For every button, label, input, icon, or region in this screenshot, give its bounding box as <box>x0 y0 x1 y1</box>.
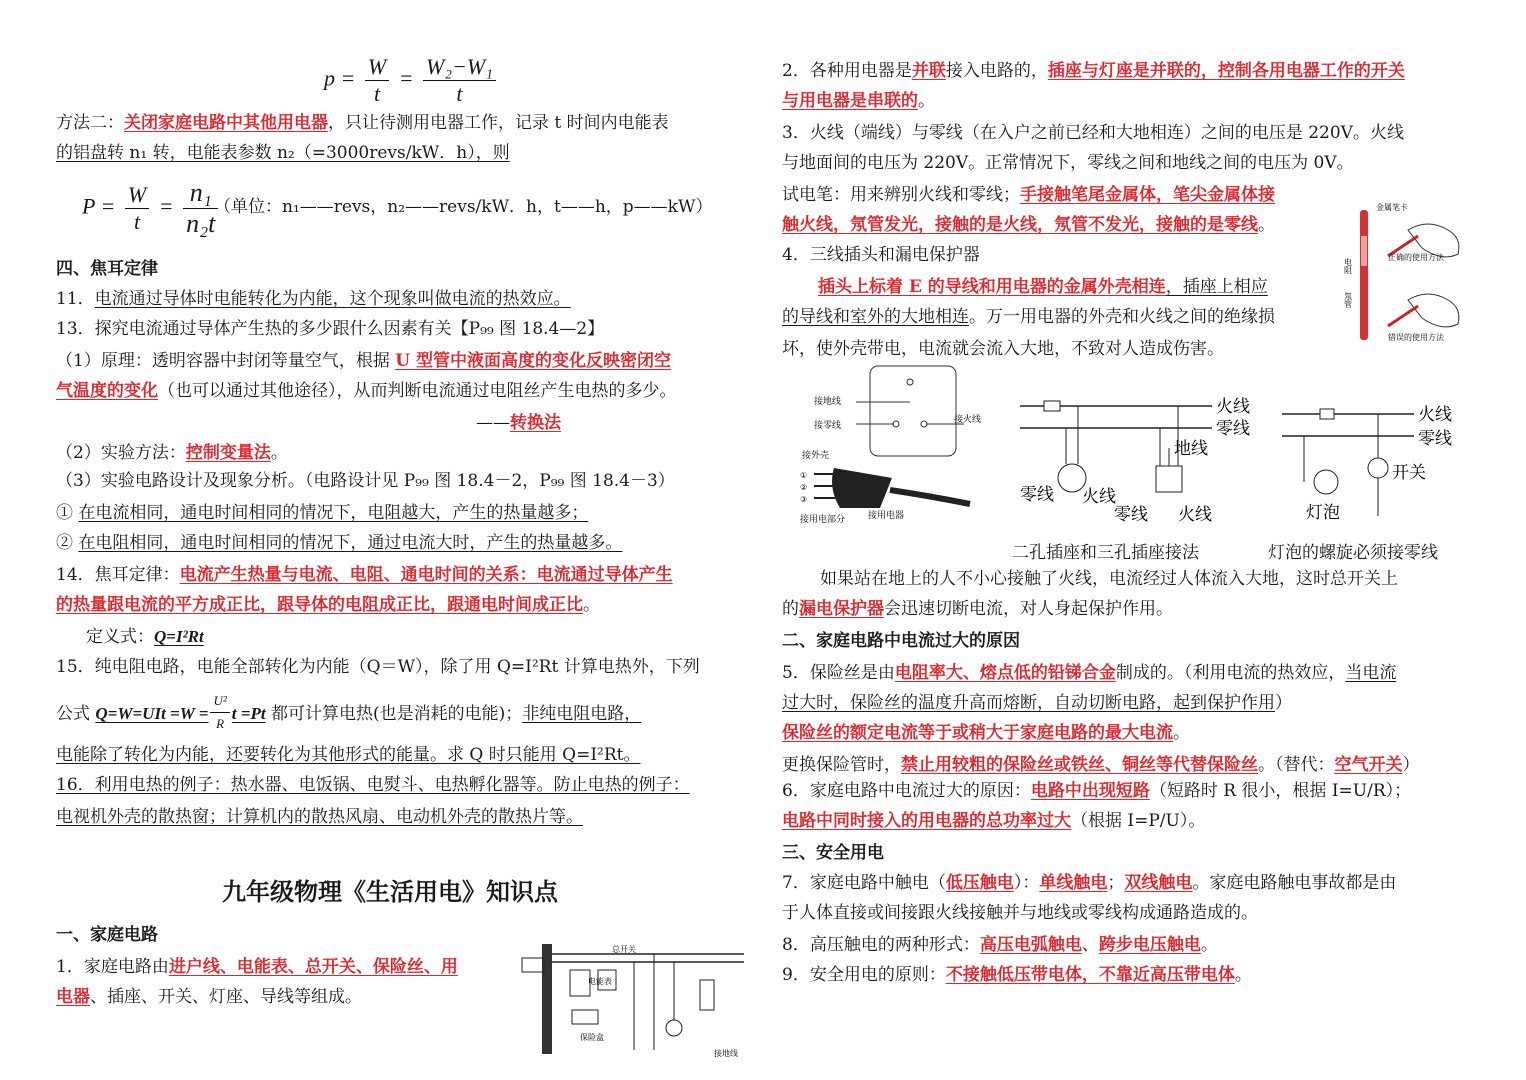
item-1-line2 <box>56 986 362 1008</box>
fuse <box>1044 401 1060 411</box>
fuse-red: 禁止用较粗的保险丝或铁丝、铜丝等代替保险丝 <box>901 755 1258 775</box>
three-hole-socket <box>1156 466 1182 492</box>
item-6-red: 电路中出现短路 <box>1030 781 1150 801</box>
fuse-red2: 空气开关 <box>1334 755 1403 775</box>
section-overcurrent-title: 二、家庭电路中电流过大的原因 <box>782 631 1020 651</box>
ground-label: 地线 <box>1174 439 1208 459</box>
shell-label: 接外壳 <box>802 451 830 461</box>
item-9-red: 不接触低压带电体，不靠近高压带电体 <box>945 965 1235 985</box>
frac-den: R <box>216 716 225 731</box>
paren: ） <box>1402 755 1420 775</box>
bulb-caption: 灯泡的螺旋必须接零线 <box>1268 543 1438 563</box>
item-13-1-prefix: （1）原理：透明容器中封闭等量空气，根据 <box>56 351 396 371</box>
socket-panel <box>870 366 956 456</box>
right-way-label: 正确的使用方法 <box>1388 253 1444 262</box>
item-2-red2: 插座与灯座是并联的，控制各用电器工作的开关 <box>1047 61 1405 81</box>
item-14-red2: 的热量跟电流的平方成正比，跟导体的电阻成正比，跟通电时间成正比 <box>56 595 583 615</box>
test-pen-red2: 触火线，氖管发光，接触的是火线，氖管不发光，接触的是零线 <box>782 215 1258 235</box>
entry-insulator <box>522 958 544 972</box>
live-label: 火线 <box>1418 405 1452 425</box>
item-6-end: （根据 I=P/U）。 <box>1071 811 1206 831</box>
item-5-red2: 保险丝的额定电流等于或稍大于家庭电路的最大电流 <box>782 723 1173 743</box>
part-label: 接用电部分 <box>800 515 846 525</box>
power-formula-P: P = $\frac{W}{t}$ = $\frac{\text{n₁}}{\text{n₂t}}$ <box>82 178 222 239</box>
item-16-line2: 电视机外壳的散热窗；计算机内的散热风扇、电动机外壳的散热片等。 <box>56 807 583 827</box>
item-2-mid: 接入电路的， <box>945 61 1048 81</box>
item-4-line1 <box>818 276 1268 298</box>
item-15-rest2: 非纯电阻电路， <box>522 704 642 724</box>
dash: —— <box>476 413 510 433</box>
leakage-line1: 如果站在地上的人不小心接触了火线，电流经过人体流入大地，这时总开关上 <box>820 569 1398 589</box>
meter-box <box>570 970 590 996</box>
item-13-1-red2: 气温度的变化 <box>56 381 158 401</box>
neutral-label-3: 零线 <box>1114 505 1148 525</box>
socket-hole <box>907 379 913 385</box>
formula-eq: = <box>340 65 356 91</box>
frac-den: t <box>134 209 141 234</box>
item-7-mid: ）： <box>1013 873 1040 893</box>
main-switch-label: 总开关 <box>612 945 636 954</box>
item-9 <box>782 964 1252 986</box>
pin-2-label: ② <box>800 483 808 492</box>
item-4-line3: 坏，使外壳带电，电流就会流入大地，不致对人造成伤害。 <box>782 339 1224 359</box>
item-13-1-line2 <box>56 380 677 402</box>
item-6-line1 <box>782 780 1411 802</box>
pin-1-label: ① <box>800 471 808 480</box>
item-5-line3 <box>782 722 1190 744</box>
item-7-red: 低压触电 <box>945 873 1014 893</box>
item-4-rest: ，插座上相应 <box>1165 277 1268 297</box>
item-1-red2: 电器 <box>56 987 90 1007</box>
test-pen-line1 <box>782 184 1275 206</box>
test-pen-red: 手接触笔尾金属体，笔尖金属体接 <box>1020 185 1275 205</box>
frac-den: n₂t <box>186 209 216 238</box>
frac-num: n₁ <box>183 178 218 209</box>
item-9-prefix: 9．安全用电的原则： <box>782 965 946 985</box>
conclusion-1-text: 在电流相同，通电时间相同的情况下，电阻越大，产生的热量越多； <box>78 503 589 523</box>
live-label: 火线 <box>1216 397 1250 417</box>
neutral-wire-label: 接零线 <box>814 421 842 431</box>
item-8-mid: 、 <box>1081 935 1099 955</box>
item-4-title: 4．三线插头和漏电保护器 <box>782 245 980 265</box>
method2-prefix: 方法二： <box>56 113 124 133</box>
switch-label: 开关 <box>1392 463 1426 483</box>
neutral-label-2: 零线 <box>1020 485 1054 505</box>
item-3-line1: 3．火线（端线）与零线（在入户之前已经和大地相连）之间的电压是 220V。火线 <box>782 123 1404 143</box>
item-5-red: 电阻率大、熔点低的铅锑合金 <box>894 663 1116 683</box>
section-safety-title: 三、安全用电 <box>782 843 884 863</box>
item-1-prefix: 1．家庭电路由 <box>56 957 169 977</box>
item-13-2-red: 控制变量法 <box>185 443 271 463</box>
fuse-mid: 。（替代： <box>1258 755 1335 775</box>
item-2-red3: 与用电器是串联的 <box>782 91 918 111</box>
frac-num: W₂−W₁ <box>423 54 496 81</box>
item-15-line3: 电能除了转化为内能，还要转化为其他形式的能量。求 Q 时只能用 Q=I²Rt。 <box>56 745 641 765</box>
meter-label: 电能表 <box>588 977 612 986</box>
item-15-rest: 都可计算电热(也是消耗的电能)； <box>265 704 523 724</box>
page-title: 九年级物理《生活用电》知识点 <box>222 878 558 906</box>
item-14-prefix: 14．焦耳定律： <box>56 565 180 585</box>
item-11-text: 电流通过导体时电能转化为内能，这个现象叫做电流的热效应。 <box>94 289 571 309</box>
paren: ） <box>1275 693 1292 713</box>
item-16-line1: 16．利用电热的例子：热水器、电饭锅、电熨斗、电热孵化器等。防止电热的例子： <box>56 775 690 795</box>
socket <box>700 980 714 1010</box>
item-13-2-prefix: （2）实验方法： <box>56 443 186 463</box>
method2-rest: ，只让待测用电器工作，记录 t 时间内电能表 <box>328 113 669 133</box>
ground-wire-label: 接地线 <box>814 397 842 407</box>
circle-number: ① <box>56 503 73 523</box>
formula-q-w-uit: Q=W=UIt =W = <box>95 704 209 723</box>
item-8-red2: 跨步电压触电 <box>1098 935 1201 955</box>
item-14-line1 <box>56 564 673 586</box>
item-4-line2-ul: 的导线和室外的大地相连 <box>782 307 969 327</box>
period: 。 <box>583 595 600 615</box>
frac-den: t <box>456 81 463 106</box>
fuse-prefix: 更换保险管时， <box>782 755 901 775</box>
frac-num: W <box>125 182 149 209</box>
lamp <box>666 1020 682 1036</box>
test-pen-diagram <box>1343 196 1478 346</box>
item-1-line1 <box>56 956 458 978</box>
fraction-W-t <box>125 182 149 235</box>
item-7-prefix: 7．家庭电路中触电（ <box>782 873 946 893</box>
leakage-rest: 会迅速切断电流，对人身起保护作用。 <box>884 599 1173 619</box>
plug-head <box>832 468 892 508</box>
definition-prefix: 定义式： <box>86 627 154 647</box>
formula-p-symbol: p <box>324 65 335 91</box>
item-5-ul2: 过大时，保险丝的温度升高而熔断，自动切断电路，起到保护作用 <box>782 693 1275 713</box>
item-15-line2 <box>56 692 641 737</box>
method2-line1 <box>56 112 669 134</box>
item-7-red2: 单线触电 <box>1039 873 1108 893</box>
item-5-line1 <box>782 662 1396 684</box>
plug-cord <box>890 490 970 504</box>
metal-cap-label: 金属笔卡 <box>1376 203 1408 212</box>
item-1-rest: 、插座、开关、灯座、导线等组成。 <box>90 987 362 1007</box>
period: 。 <box>1258 215 1275 235</box>
section-household-title: 一、家庭电路 <box>56 925 158 945</box>
joule-formula: Q=I²Rt <box>154 627 204 646</box>
test-pen-line2 <box>782 214 1275 236</box>
wrong-way-label: 错误的使用方法 <box>1388 333 1444 342</box>
circle-number: ② <box>56 533 73 553</box>
item-4-line2-rest: 。万一用电器的外壳和火线之间的绝缘损 <box>969 307 1275 327</box>
bulb-wiring-diagram <box>1282 396 1492 532</box>
item-5-mid: 制成的。（利用电流的热效应， <box>1115 663 1346 683</box>
bulb-label: 灯泡 <box>1306 503 1340 523</box>
fuse <box>1320 409 1334 419</box>
fraction-u2-r <box>210 690 229 735</box>
item-13-2 <box>56 442 288 464</box>
item-1-red: 进户线、电能表、总开关、保险丝、用 <box>168 957 458 977</box>
item-6-mid: （短路时 R 很小，根据 I=U/R）； <box>1149 781 1412 801</box>
fraction-w2w1-t <box>423 54 496 107</box>
neutral-label: 零线 <box>1216 419 1250 439</box>
hand-right <box>1408 224 1459 257</box>
section-joule-title: 四、焦耳定律 <box>56 259 158 279</box>
item-13-1-rest: （也可以通过其他途径），从而判断电流通过电阻丝产生电热的多少。 <box>158 381 677 401</box>
three-pin-plug-diagram <box>794 362 1004 532</box>
item-7-line1 <box>782 872 1396 894</box>
conversion-method <box>476 412 561 434</box>
switch <box>1368 458 1388 478</box>
conclusion-2 <box>56 532 622 554</box>
method2-red: 关闭家庭电路中其他用电器 <box>124 113 328 133</box>
item-2-prefix: 2．各种用电器是 <box>782 61 912 81</box>
item-11 <box>56 288 571 310</box>
item-number: 11． <box>56 289 95 309</box>
item-8-red: 高压电弧触电 <box>979 935 1082 955</box>
formula-t-pt: t =Pt <box>231 704 266 723</box>
live-wire-label: 接火线 <box>954 415 982 425</box>
frac-num: W <box>365 54 389 81</box>
leakage-line2 <box>782 598 1173 620</box>
pen-body <box>1360 210 1368 340</box>
hand-wrong <box>1408 294 1459 327</box>
socket-caption: 二孔插座和三孔插座接法 <box>1012 543 1199 563</box>
leakage-prefix: 的 <box>782 599 799 619</box>
pen-wrong <box>1388 306 1418 326</box>
item-14-red: 电流产生热量与电流、电阻、通电时间的关系：电流通过导体产生 <box>179 565 673 585</box>
appliance-label: 接用电器 <box>868 511 905 521</box>
formula-units: （单位：n₁——revs，n₂——revs/kW．h，t——h，p——kW） <box>214 197 713 217</box>
item-7-mid2: ； <box>1107 873 1125 893</box>
live-label-3: 火线 <box>1178 505 1212 525</box>
item-2-line2 <box>782 90 935 112</box>
leakage-red: 漏电保护器 <box>799 599 884 619</box>
fuse-box-label: 保险盒 <box>580 1033 604 1042</box>
item-13: 13．探究电流通过导体产生热的多少跟什么因素有关【P₉₉ 图 18.4—2】 <box>56 319 605 339</box>
item-7-rest: 。家庭电路触电事故都是由 <box>1192 873 1397 893</box>
fuse-replace-line <box>782 754 1420 776</box>
item-5-ul: 当电流 <box>1345 663 1397 683</box>
neutral-label: 零线 <box>1418 429 1452 449</box>
item-8-prefix: 8．高压触电的两种形式： <box>782 935 980 955</box>
item-15-line1: 15．纯电阻电路，电能全部转化为内能（Q＝W），除了用 Q=I²Rt 计算电热外，下列 <box>56 657 700 677</box>
item-7-line2: 于人体直接或间接跟火线接触并与地线或零线构成通路造成的。 <box>782 903 1258 923</box>
pin-3-label: ③ <box>800 495 808 504</box>
neon-tube <box>1361 236 1367 266</box>
item-4-red: 插头上标着 E 的导线和用电器的金属外壳相连 <box>818 277 1166 297</box>
item-4-line2 <box>782 306 1275 328</box>
item-8 <box>782 934 1218 956</box>
item-5-line2 <box>782 692 1292 714</box>
period: 。 <box>1234 965 1252 985</box>
period: 。 <box>918 91 935 111</box>
house-wiring-diagram <box>514 940 754 1060</box>
live-label-2: 火线 <box>1082 487 1116 507</box>
item-2-red: 并联 <box>911 61 946 81</box>
conclusion-2-text: 在电阻相同，通电时间相同的情况下，通过电流大时，产生的热量越多。 <box>78 533 623 553</box>
item-3-line2: 与地面间的电压为 220V。正常情况下，零线之间和地线之间的电压为 0V。 <box>782 153 1354 173</box>
item-2-line1 <box>782 60 1405 82</box>
fraction-w-t <box>365 54 389 107</box>
item-15-prefix: 公式 <box>56 704 96 724</box>
item-13-1-red: U 型管中液面高度的变化反映密闭空 <box>395 351 671 371</box>
formula-eq: = <box>398 65 414 91</box>
item-14-line2 <box>56 594 600 616</box>
neon-label: 氖管 <box>1343 292 1353 308</box>
power-formula-p <box>324 54 500 107</box>
item-13-1-line1 <box>56 350 671 372</box>
item-6-line2 <box>782 810 1205 832</box>
method2-line2: 的铝盘转 n₁ 转，电能表参数 n₂（=3000revs/kW．h），则 <box>56 143 510 163</box>
conclusion-1 <box>56 502 588 524</box>
resistor-label: 电阻 <box>1343 258 1353 274</box>
formula-P-symbol: P <box>82 193 96 219</box>
frac-den: t <box>373 81 381 106</box>
item-6-red2: 电路中同时接入的用电器的总功率过大 <box>782 811 1071 831</box>
item-6-prefix: 6．家庭电路中电流过大的原因： <box>782 781 1031 801</box>
period: 。 <box>1173 723 1190 743</box>
item-5-prefix: 5．保险丝是由 <box>782 663 895 683</box>
ground-label: 接地线 <box>714 1049 738 1058</box>
period: 。 <box>1200 935 1218 955</box>
frac-num: U² <box>210 690 229 713</box>
definition <box>86 626 204 648</box>
test-pen-prefix: 试电笔：用来辨别火线和零线； <box>782 185 1020 205</box>
item-7-red3: 双线触电 <box>1124 873 1193 893</box>
socket-wiring-diagram <box>1020 392 1260 532</box>
item-13-3: （3）实验电路设计及现象分析。（电路设计见 P₉₉ 图 18.4－2，P₉₉ 图 18.4－3） <box>56 471 675 491</box>
conversion-method-red: 转换法 <box>510 413 561 433</box>
period: 。 <box>270 443 288 463</box>
fuse-box <box>572 1010 598 1024</box>
bulb <box>1314 470 1338 494</box>
